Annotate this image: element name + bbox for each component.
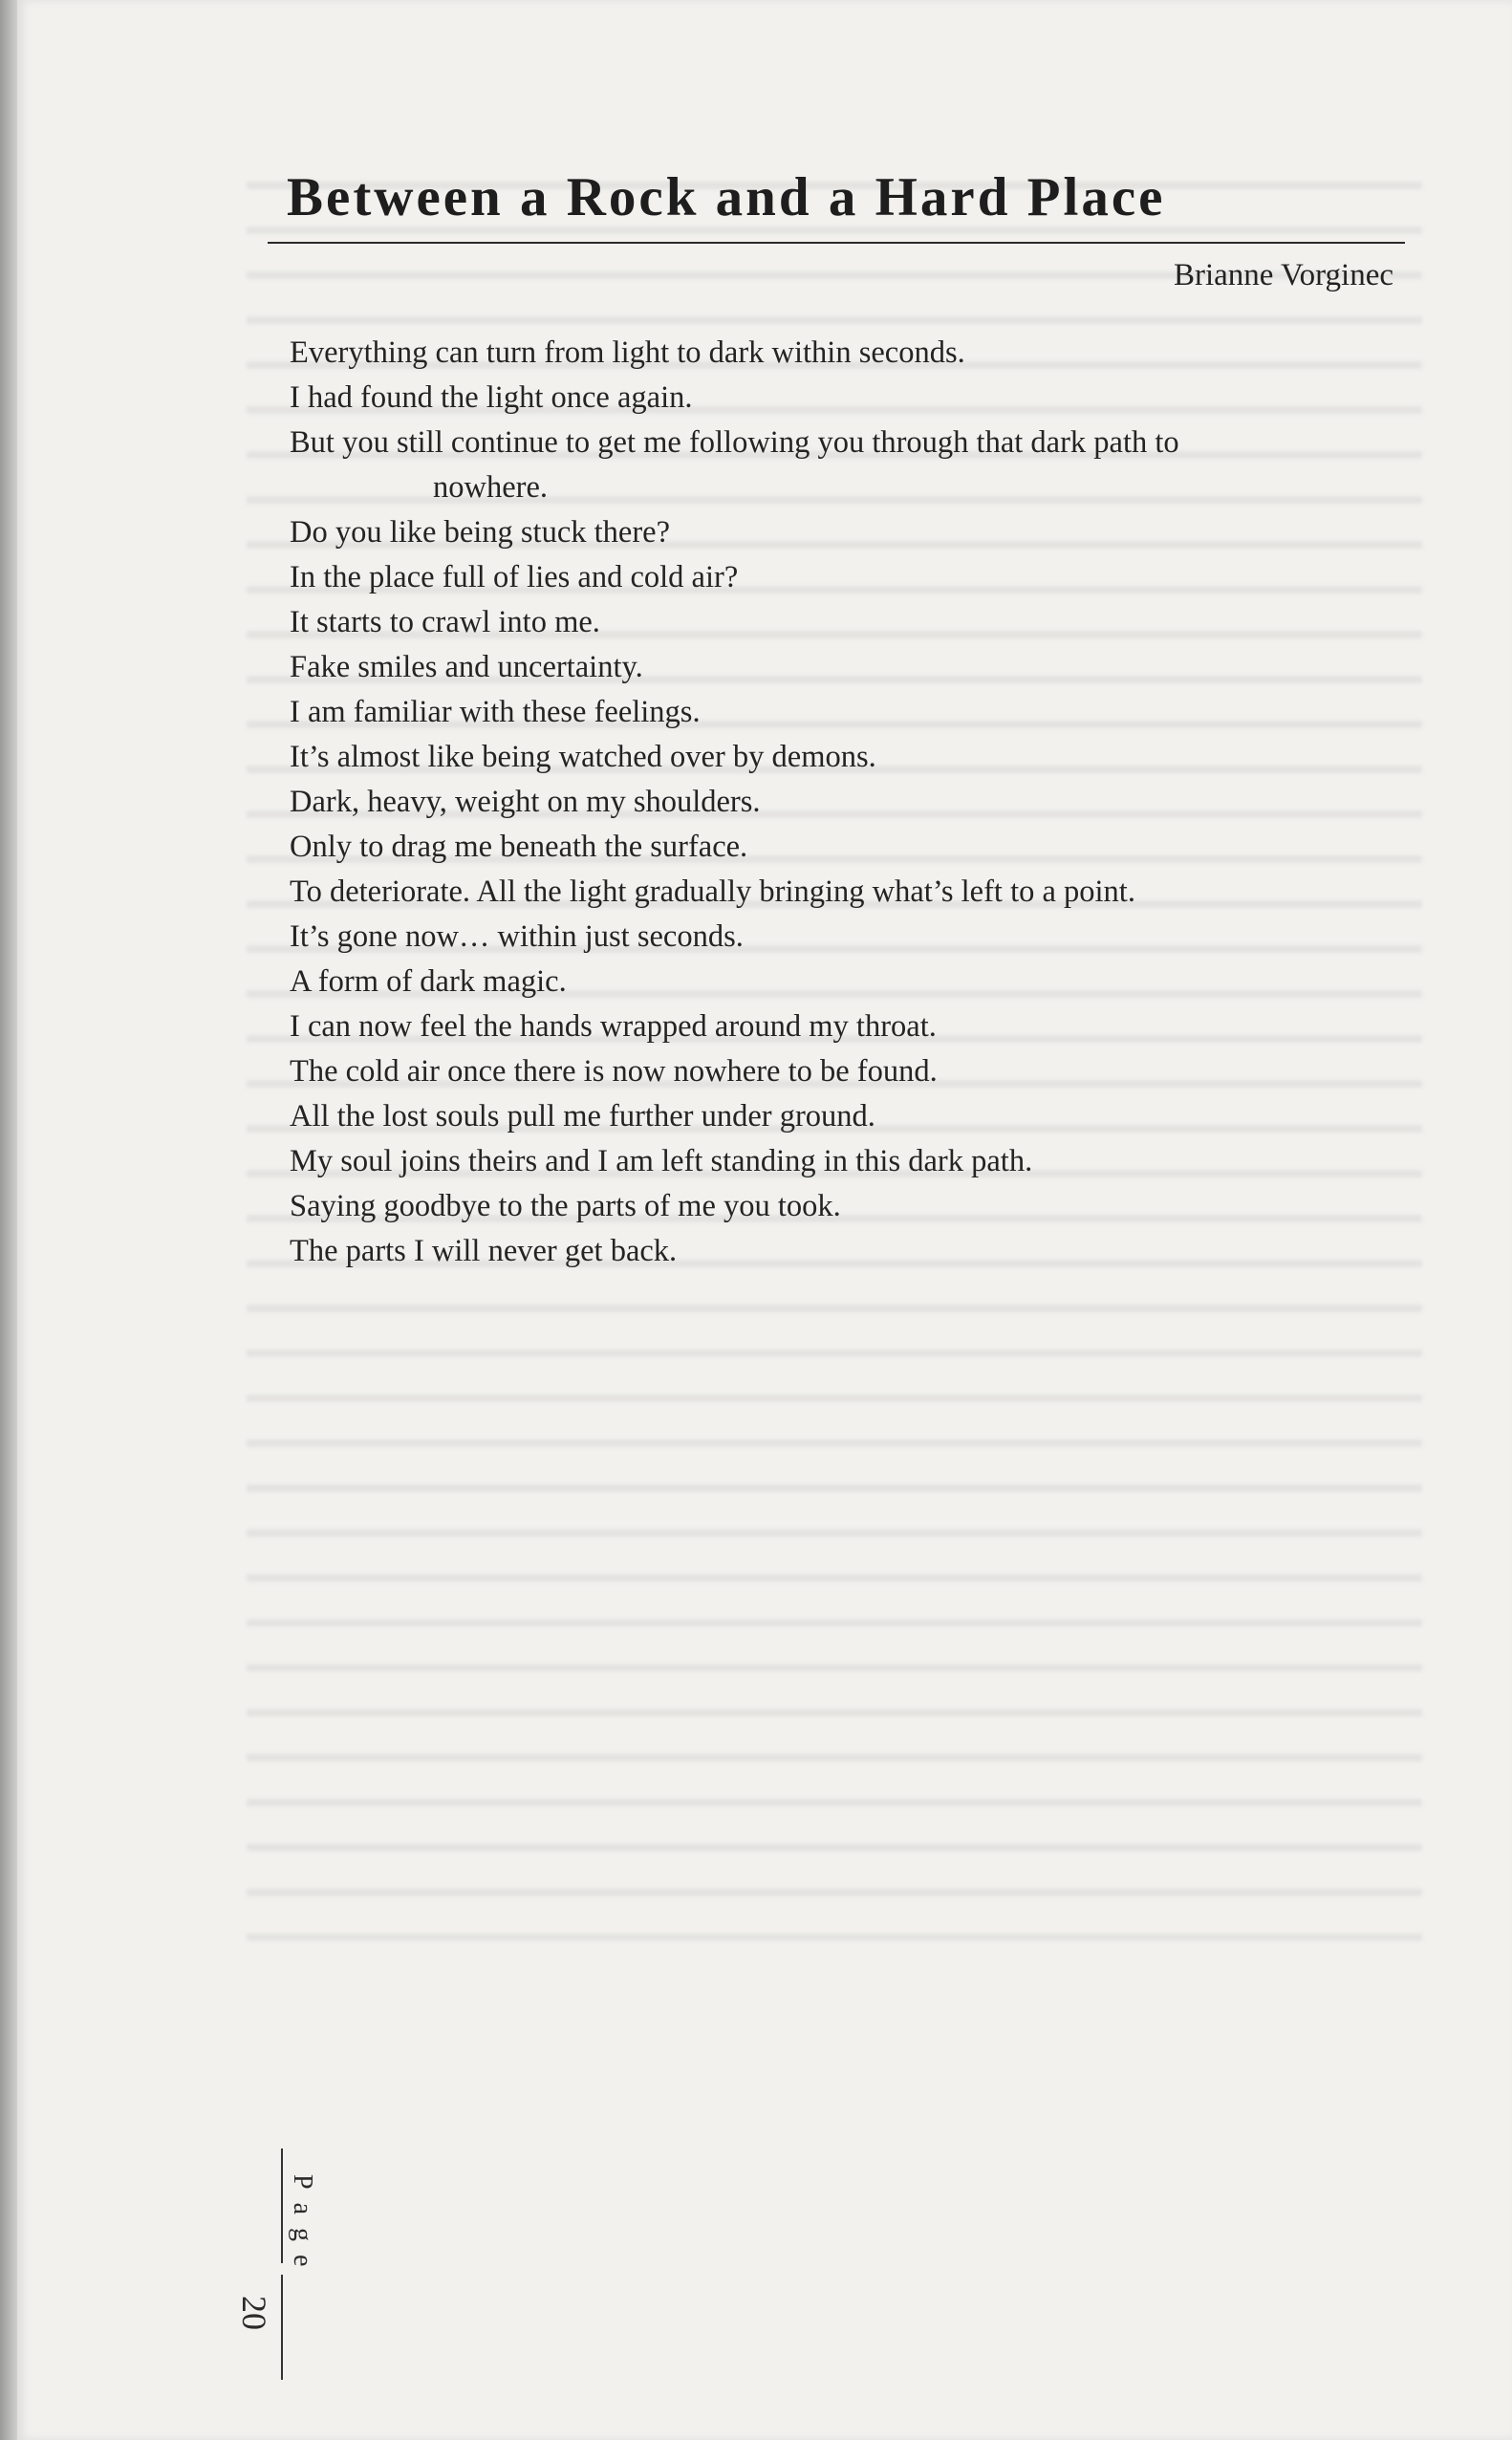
poem-line: A form of dark magic. — [290, 964, 567, 999]
poem-line: Do you like being stuck there? — [290, 515, 671, 550]
title-rule — [268, 242, 1405, 244]
poem-line: But you still continue to get me following you through that dark path to — [290, 425, 1179, 460]
poem-title: Between a Rock and a Hard Place — [287, 167, 1166, 227]
poem-line: It’s gone now… within just seconds. — [290, 919, 744, 954]
poem-line: My soul joins theirs and I am left standing in this dark path. — [290, 1144, 1033, 1178]
poem-line: It starts to crawl into me. — [290, 605, 600, 639]
poem-line: It’s almost like being watched over by demons. — [290, 740, 876, 774]
poem-line: I am familiar with these feelings. — [290, 695, 701, 729]
book-page — [17, 0, 1512, 2440]
poem-line: Everything can turn from light to dark within seconds. — [290, 335, 965, 370]
poem-line: Only to drag me beneath the surface. — [290, 830, 748, 864]
poem-line: The cold air once there is now nowhere to be found. — [290, 1054, 938, 1089]
poem-line: Saying goodbye to the parts of me you took. — [290, 1189, 841, 1223]
poem-line: I had found the light once again. — [290, 380, 693, 415]
poem-line: Fake smiles and uncertainty. — [290, 650, 643, 684]
poem-line: The parts I will never get back. — [290, 1234, 678, 1268]
poem-body — [290, 331, 1417, 1274]
binding-edge — [0, 0, 17, 2440]
poem-line: nowhere. — [433, 470, 549, 505]
poem-line: Dark, heavy, weight on my shoulders. — [290, 785, 761, 819]
page-label: Page — [288, 2174, 317, 2280]
poem-author: Brianne Vorginec — [1173, 258, 1393, 292]
page-rule-bottom — [281, 2275, 283, 2380]
poem-line: In the place full of lies and cold air? — [290, 560, 739, 594]
page-number: 20 — [235, 2296, 273, 2330]
poem-line: I can now feel the hands wrapped around my throat. — [290, 1009, 937, 1044]
poem-line: To deteriorate. All the light gradually bringing what’s left to a point. — [290, 875, 1135, 909]
poem-line: All the lost souls pull me further under ground. — [290, 1099, 875, 1134]
